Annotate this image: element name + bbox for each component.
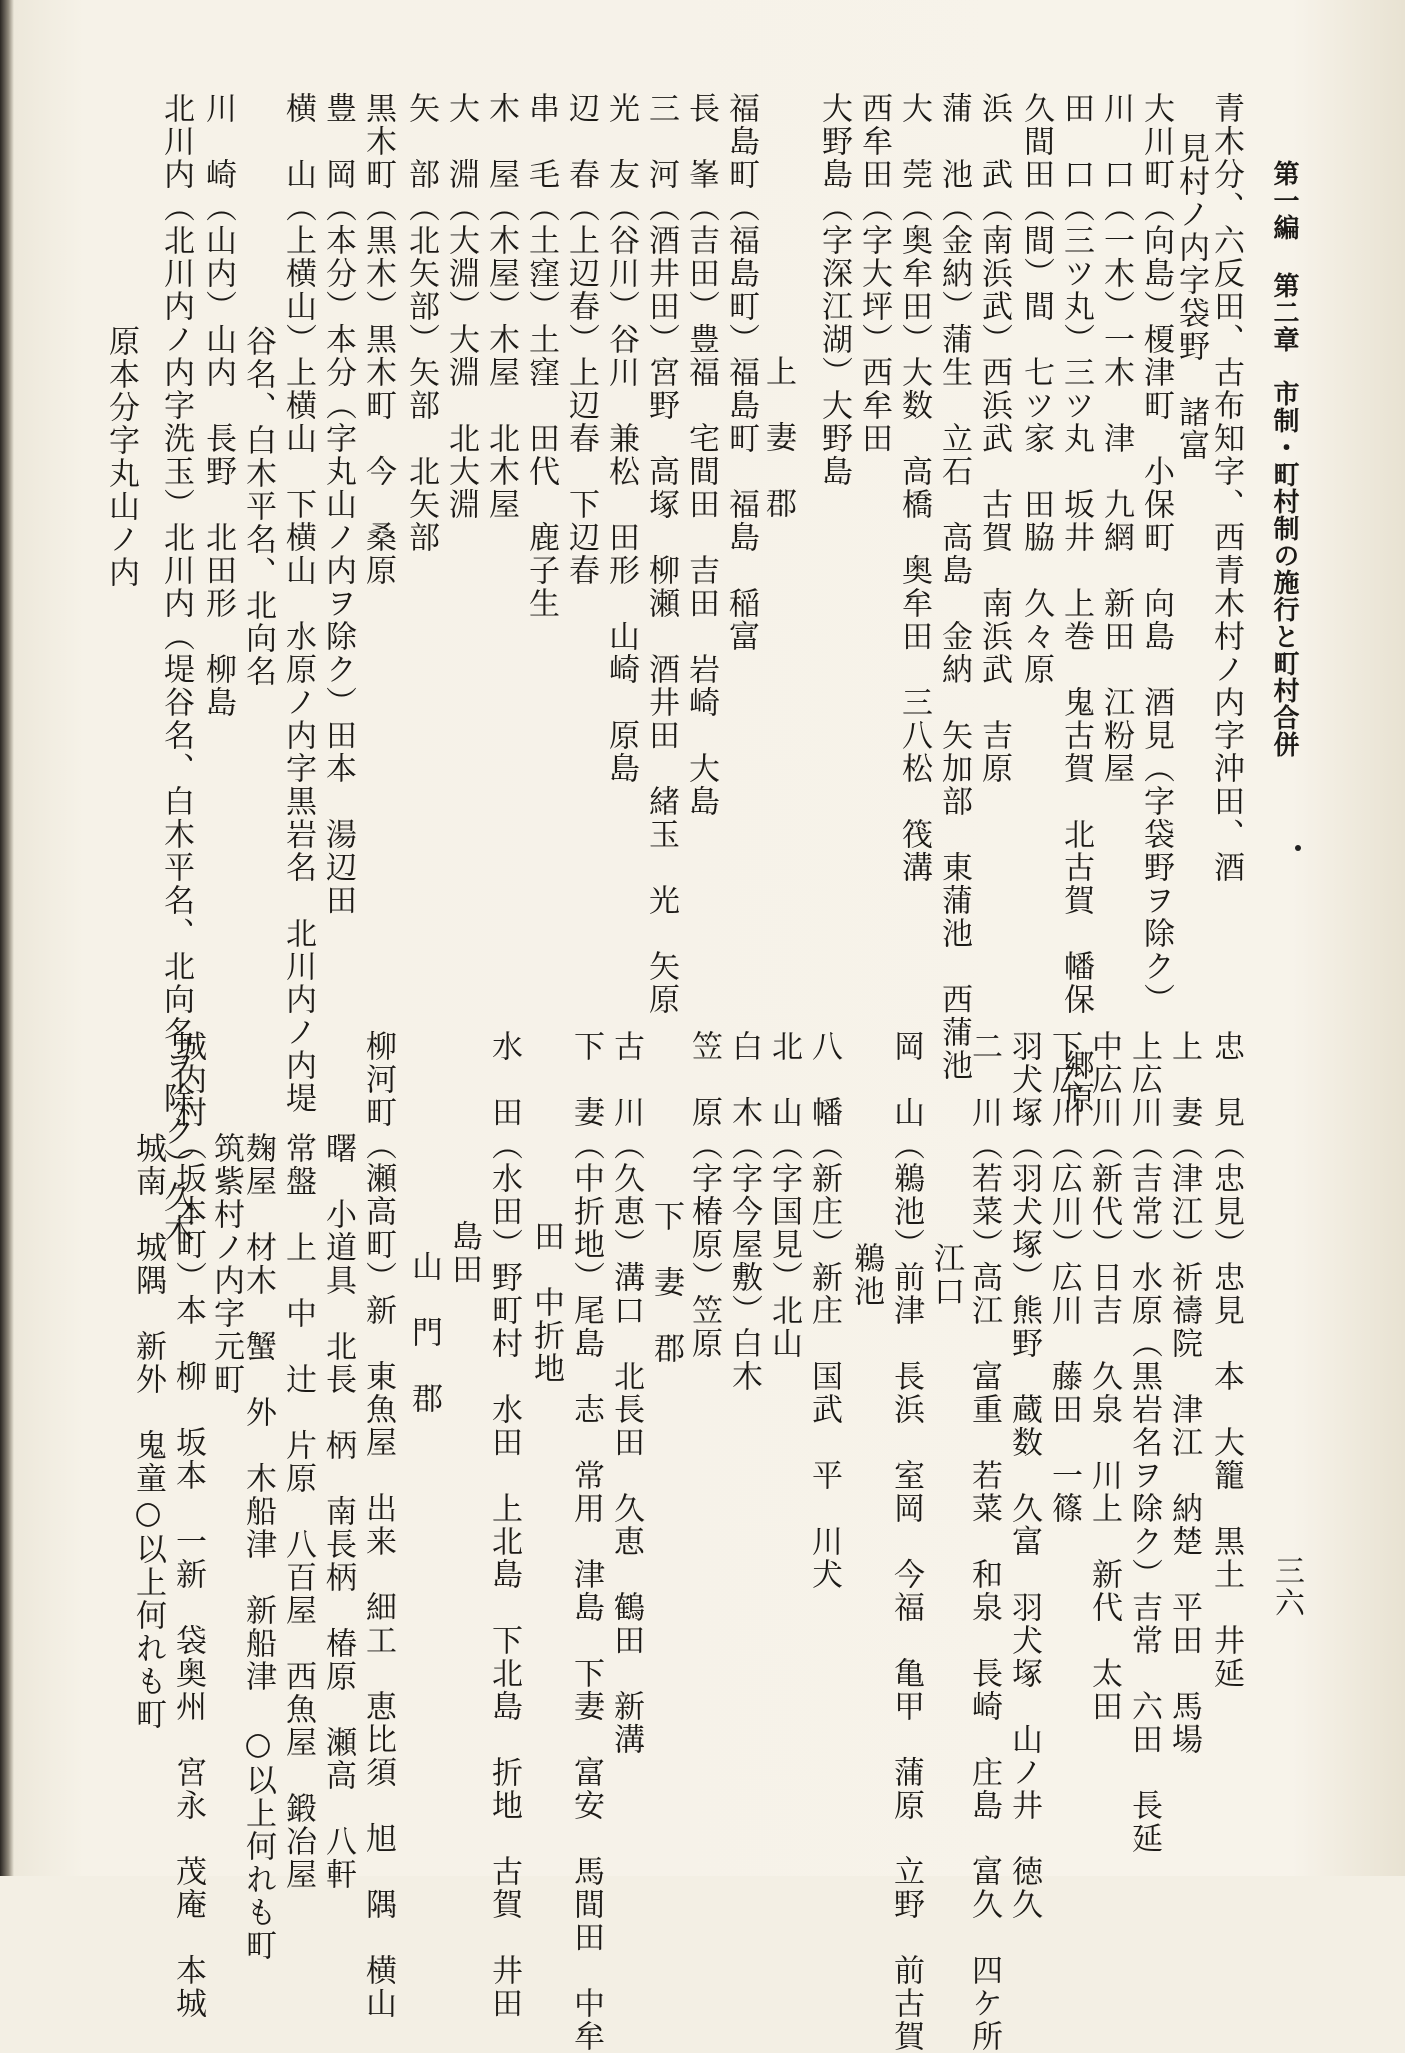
upper-list-column: 福島町（福島町）福島町 福島 稲富 bbox=[723, 92, 759, 653]
upper-list-column: 原本分字丸山ノ内 bbox=[103, 325, 139, 589]
lower-list-column: 白 木（字今屋敷）白木 bbox=[726, 1030, 762, 1393]
lower-list-column: 筑紫村ノ内字元町 bbox=[208, 1132, 244, 1396]
lower-list-column: 山 門 郡 bbox=[406, 1250, 442, 1415]
lower-list-column: 岡 山（鵜池）前津 長浜 室岡 今福 亀甲 蒲原 立野 前古賀 bbox=[888, 1030, 924, 2053]
lower-list-column: 古 川（久恵）溝口 北長田 久恵 鶴田 新溝 bbox=[608, 1030, 644, 1756]
lower-list-column: 島田 bbox=[446, 1220, 482, 1286]
upper-list-column: 大川町（向島）榎津町 小保町 向島 酒見（字袋野ヲ除ク） bbox=[1138, 92, 1174, 1016]
upper-list-column: 浜 武（南浜武）西浜武 古賀 南浜武 吉原 bbox=[976, 92, 1012, 785]
lower-list-column: 鵜池 bbox=[848, 1242, 884, 1308]
upper-list-column: 西牟田（字大坪）西牟田 bbox=[856, 92, 892, 455]
lower-list-column: 中広川（新代）日吉 久泉 川上 新代 太田 bbox=[1086, 1030, 1122, 1723]
upper-list-column: 青木分、六反田、古布知字、西青木村ノ内字沖田、酒 bbox=[1208, 92, 1244, 884]
upper-list-column: 川 崎（山内）山内 長野 北田形 柳島 bbox=[200, 92, 236, 719]
lower-list-column: 江口 bbox=[928, 1242, 964, 1308]
upper-list-column: 矢 部（北矢部）矢部 北矢部 bbox=[403, 92, 439, 554]
lower-list-column: 上 妻（津江）祈禱院 津江 納楚 平田 馬場 bbox=[1166, 1030, 1202, 1756]
lower-list-column: 下 妻（中折地）尾島 志 常用 津島 下妻 富安 馬間田 中牟 bbox=[568, 1030, 604, 2053]
lower-list-column: 忠 見（忠見）忠見 本 大籠 黒土 井延 bbox=[1208, 1030, 1244, 1690]
upper-list-column: 辺 春（上辺春）上辺春 下辺春 bbox=[563, 92, 599, 587]
lower-list-column: 下 妻 郡 bbox=[648, 1200, 684, 1365]
upper-list-column: 上 妻 郡 bbox=[760, 355, 796, 520]
lower-list-column: 羽犬塚（羽犬塚）熊野 蔵数 久富 羽犬塚 山ノ井 徳久 bbox=[1006, 1030, 1042, 1921]
upper-list-column: 見村ノ内字袋野 諸富 bbox=[1173, 132, 1209, 462]
lower-list-column: 常盤 上 中 辻 片原 八百屋 西魚屋 鍛冶屋 bbox=[280, 1132, 316, 1891]
lower-list-column: 曙 小道具 北長 柄 南長柄 椿原 瀬高 八軒 bbox=[320, 1132, 356, 1891]
upper-list-column: 豊 岡（本分）本分（字丸山ノ内ヲ除ク）田本 湯辺田 bbox=[320, 92, 356, 917]
lower-list-column: 二 川（若菜）高江 富重 若菜 和泉 長崎 庄島 富久 四ケ所 bbox=[966, 1030, 1002, 2053]
upper-list-column: 串 毛（土窪）土窪 田代 鹿子生 bbox=[523, 92, 559, 620]
chapter-header: 第一編 第二章 市制・町村制の施行と町村合併 bbox=[1269, 160, 1299, 758]
ink-dot bbox=[1295, 845, 1301, 851]
upper-list-column: 長 峯（吉田）豊福 宅間田 吉田 岩崎 大島 bbox=[683, 92, 719, 818]
upper-list-column: 川 口（一木）一木 津 九網 新田 江粉屋 bbox=[1098, 92, 1134, 785]
upper-list-column: 大 淵（大淵）大淵 北大淵 bbox=[443, 92, 479, 521]
upper-list-column: 横 山（上横山）上横山 下横山 水原ノ内字黒岩名 北川内ノ内堤 bbox=[280, 92, 316, 1115]
upper-list-column: 三 河（酒井田）宮野 高塚 柳瀬 酒井田 緒玉 光 矢原 bbox=[643, 92, 679, 1016]
upper-list-column: 蒲 池（金納）蒲生 立石 高島 金納 矢加部 東蒲池 西蒲池 bbox=[936, 92, 972, 1082]
lower-list-column: 上広川（吉常）水原（黒岩名ヲ除ク）吉常 六田 長延 bbox=[1126, 1030, 1162, 1855]
lower-list-column: 笠 原（字椿原）笠原 bbox=[686, 1030, 722, 1360]
lower-list-column: 麹屋 材木 蟹 外 木船津 新船津 ○以上何れも町 bbox=[240, 1132, 276, 1962]
lower-list-column: 八 幡（新庄）新庄 国武 平 川犬 bbox=[806, 1030, 842, 1591]
upper-list-column: 大 莞（奥牟田）大数 高橋 奥牟田 三八松 筏溝 bbox=[896, 92, 932, 884]
lower-list-column: 田 中折地 bbox=[528, 1220, 564, 1385]
upper-list-column: 谷名、白木平名、北向名 bbox=[240, 325, 276, 688]
upper-list-column: 北川内（北川内ノ内字洗玉）北川内（堤谷名、白木平名、北向名ヲ除ク）久木 bbox=[158, 92, 194, 1247]
upper-list-column: 光 友（谷川）谷川 兼松 田形 山崎 原島 bbox=[603, 92, 639, 785]
upper-list-column: 田 口（三ツ丸）三ツ丸 坂井 上巻 鬼古賀 北古賀 幡保 郷原 bbox=[1058, 92, 1094, 1115]
lower-list-column: 水 田（水田）野町村 水田 上北島 下北島 折地 古賀 井田 bbox=[486, 1030, 522, 2020]
lower-list-column: 城南 城隅 新外 鬼童○以上何れも町 bbox=[130, 1132, 166, 1731]
book-spine-shadow bbox=[0, 0, 14, 1876]
upper-list-column: 久間田（間）間 七ツ家 田脇 久々原 bbox=[1018, 92, 1054, 686]
upper-list-column: 木 屋（木屋）木屋 北木屋 bbox=[483, 92, 519, 521]
lower-list-column: 北 山（字国見）北山 bbox=[766, 1030, 802, 1360]
lower-list-column: 下広川（広川）広川 藤田 一篠 bbox=[1046, 1030, 1082, 1525]
page-number: 三六 bbox=[1269, 1555, 1304, 1619]
upper-list-column: 大野島（字深江湖）大野島 bbox=[816, 92, 852, 488]
lower-list-column: 柳河町（瀬高町）新 東魚屋 出来 細工 恵比須 旭 隅 横山 bbox=[360, 1030, 396, 2020]
lower-list-column: 城内村（坂本町）本 柳 坂本 一新 袋奥州 宮永 茂庵 本城 bbox=[170, 1030, 206, 2020]
upper-list-column: 黒木町（黒木）黒木町 今 桑原 bbox=[360, 92, 396, 587]
